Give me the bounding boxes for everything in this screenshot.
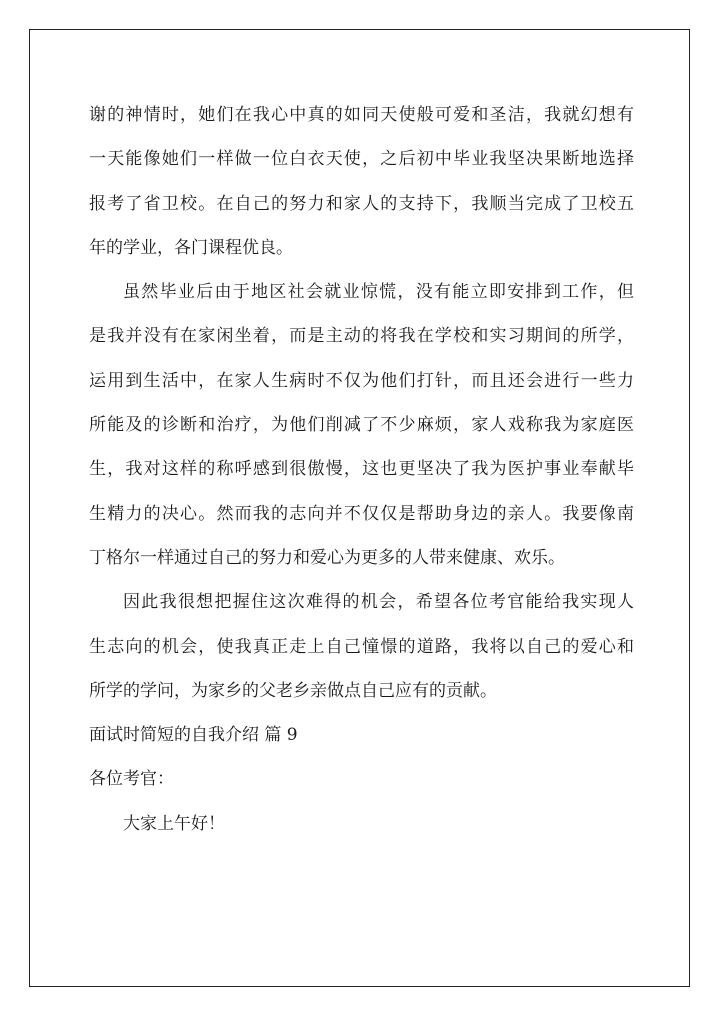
text-line: 生志向的机会，使我真正走上自己憧憬的道路，我将以自己的爱心和 xyxy=(89,636,634,657)
paragraph-conclusion xyxy=(89,580,634,713)
document-body xyxy=(89,93,634,846)
text-line: 虽然毕业后由于地区社会就业惊慌，没有能立即安排到工作，但 xyxy=(123,282,634,303)
text-line: 所学的学问，为家乡的父老乡亲做点自己应有的贡献。 xyxy=(89,680,497,701)
text-line: 生精力的决心。然而我的志向并不仅仅是帮助身边的亲人。我要像南 xyxy=(89,503,634,524)
section-heading: 面试时简短的自我介绍 篇 9 xyxy=(89,725,298,746)
text-line: 丁格尔一样通过自己的努力和爱心为更多的人带来健康、欢乐。 xyxy=(89,547,565,568)
text-line: 年的学业，各门课程优良。 xyxy=(89,237,293,258)
salutation: 各位考官： xyxy=(89,769,174,790)
text-line: 一天能像她们一样做一位白衣天使，之后初中毕业我坚决果断地选择 xyxy=(89,149,634,170)
text-line: 生，我对这样的称呼感到很傲慢，这也更坚决了我为医护事业奉献毕 xyxy=(89,459,634,480)
text-line: 所能及的诊断和治疗，为他们削减了不少麻烦，家人戏称我为家庭医 xyxy=(89,415,634,436)
text-line: 是我并没有在家闲坐着，而是主动的将我在学校和实习期间的所学， xyxy=(89,326,634,347)
greeting: 大家上午好！ xyxy=(123,813,225,834)
text-line: 运用到生活中，在家人生病时不仅为他们打针，而且还会进行一些力 xyxy=(89,370,634,391)
text-line: 报考了省卫校。在自己的努力和家人的支持下，我顺当完成了卫校五 xyxy=(89,193,634,214)
paragraph-employment xyxy=(89,270,634,580)
text-line: 因此我很想把握住这次难得的机会，希望各位考官能给我实现人 xyxy=(123,592,634,613)
text-line: 谢的神情时，她们在我心中真的如同天使般可爱和圣洁，我就幻想有 xyxy=(89,105,634,125)
paragraph-continuation xyxy=(89,93,634,270)
